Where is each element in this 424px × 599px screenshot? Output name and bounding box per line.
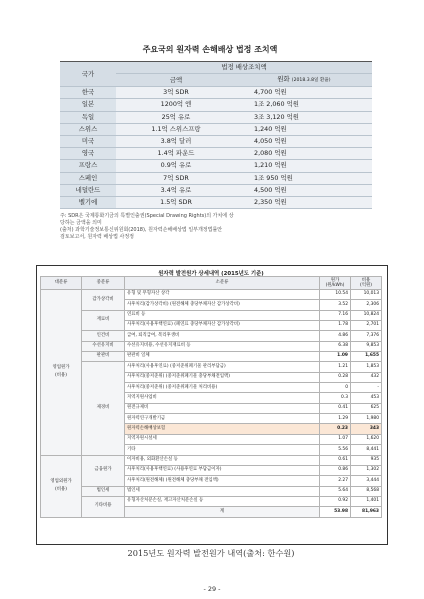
country-cell: 벨기에	[60, 196, 116, 208]
country-cell: 한국	[60, 87, 116, 99]
amount-cell: 8,441	[351, 445, 382, 455]
table-row	[41, 496, 382, 506]
unit-cost-cell: 10.54	[320, 290, 351, 300]
figure-caption: 2015년도 원자력 발전원가 내역(출처: 한수원)	[127, 548, 295, 558]
amount-cell: 9,853	[351, 341, 382, 351]
won-cell: 4,700 억원	[236, 87, 372, 99]
unit-cost-cell: 6.38	[320, 341, 351, 351]
note-line: 검토보고서, 원자력 배상법 사정정	[60, 234, 134, 240]
country-cell: 프랑스	[60, 160, 116, 172]
amount-cell: 432	[351, 372, 382, 382]
table-row	[41, 341, 382, 351]
table1-title: 주요국의 원자력 손해배상 법정 조치액	[142, 45, 278, 54]
amount-cell: 2,306	[351, 300, 382, 310]
won-cell: 1조 950 억원	[236, 172, 372, 184]
table-row	[60, 196, 372, 208]
legal-compensation-table	[60, 61, 372, 209]
middle-category-cell: 법인세	[82, 486, 125, 496]
won-cell: 1,240 억원	[236, 123, 372, 135]
minor-category-cell: 지역자원시설세	[125, 434, 320, 444]
table-row	[41, 455, 382, 465]
header-amount: 금액	[116, 74, 236, 87]
amount-cell: 343	[351, 424, 382, 434]
note-line: 당하는 금액을 의미	[60, 220, 102, 226]
minor-category-cell: 원자력연구개발기금	[125, 414, 320, 424]
unit-cost-cell: 53.98	[320, 507, 351, 517]
minor-category-cell: 이자비용, 외화환산손실 등	[125, 455, 320, 465]
unit-cost-cell: 0.41	[320, 403, 351, 413]
minor-category-cell: 사후처리(감가상각비) (원전해체 충당부채자산 감가상각비)	[125, 300, 320, 310]
minor-category-cell: 사후처리(중저준위) (중저준위폐기물 처리비용)	[125, 383, 320, 393]
unit-cost-cell: 2.27	[320, 476, 351, 486]
country-cell: 독일	[60, 111, 116, 123]
header-amount: 비용 (억원)	[351, 277, 382, 290]
won-cell: 4,050 억원	[236, 135, 372, 147]
unit-cost-cell: 0.28	[320, 372, 351, 382]
unit-cost-cell: 0.92	[320, 496, 351, 506]
minor-category-cell: 원전규제비	[125, 403, 320, 413]
amount-cell: 1200억 엔	[116, 99, 236, 111]
minor-category-cell: 지역지원사업비	[125, 393, 320, 403]
amount-cell: 7,376	[351, 331, 382, 341]
amount-cell: 1.4억 파운드	[116, 148, 236, 160]
won-cell: 1,210 억원	[236, 160, 372, 172]
generation-cost-table	[40, 276, 382, 518]
amount-cell: 1.5억 SDR	[116, 196, 236, 208]
unit-cost-cell: 1.29	[320, 414, 351, 424]
table-row	[41, 362, 382, 372]
minor-category-cell: 사후처리(원전해체) (원전해체 충당부채 전입액)	[125, 476, 320, 486]
table-row	[60, 111, 372, 123]
table-row	[41, 486, 382, 496]
amount-cell: 3억 SDR	[116, 87, 236, 99]
won-cell: 1조 2,060 억원	[236, 99, 372, 111]
amount-cell: 3,444	[351, 476, 382, 486]
major-category-cell: 영업외원가 (비용)	[41, 455, 82, 517]
minor-category-cell: 사후처리(사용후핵연료) (사용후연료 부담금이자)	[125, 465, 320, 475]
minor-category-cell: 사후처리(사용후연료) (중저준위폐기물 관리부담금)	[125, 362, 320, 372]
header-country: 국가	[60, 62, 116, 87]
unit-cost-cell: 0.3	[320, 393, 351, 403]
minor-category-cell: 사후처리(사용후핵연료) (폐연료 충당부채자산 감가상각비)	[125, 321, 320, 331]
amount-cell: 7억 SDR	[116, 172, 236, 184]
table-row	[41, 310, 382, 320]
unit-cost-cell: 3.52	[320, 300, 351, 310]
unit-cost-cell: 7.16	[320, 310, 351, 320]
table-row	[60, 123, 372, 135]
table2-title: 원자력 발전원가 상세내역 (2015년도 기준)	[158, 271, 264, 277]
header-minor: 소분류	[125, 277, 320, 290]
middle-category-cell: 감가상각비	[82, 290, 125, 311]
note-line: (출처) 과학기술정보통신위원회(2018), 원자력손해배상법 일부개정법률안	[60, 227, 223, 233]
table1-notes	[60, 213, 370, 241]
middle-category-cell: 판관비	[82, 352, 125, 362]
minor-category-cell: 사후처리(중저준위) (중저준위폐기물 충당부채전입액)	[125, 372, 320, 382]
amount-cell: 453	[351, 393, 382, 403]
unit-cost-cell: 4.86	[320, 331, 351, 341]
country-cell: 네덜란드	[60, 184, 116, 196]
table-row	[41, 352, 382, 362]
amount-cell: 8,568	[351, 486, 382, 496]
middle-category-cell: 금융원가	[82, 455, 125, 486]
table-row	[60, 87, 372, 99]
amount-cell: 1.1억 스위스프랑	[116, 123, 236, 135]
unit-cost-cell: 0.61	[320, 455, 351, 465]
country-cell: 영국	[60, 148, 116, 160]
country-cell: 스위스	[60, 123, 116, 135]
amount-cell: 10,013	[351, 290, 382, 300]
unit-cost-cell: 5.64	[320, 486, 351, 496]
middle-category-cell: 수선유지비	[82, 341, 125, 351]
amount-cell: 1,980	[351, 414, 382, 424]
middle-category-cell: 기타비용	[82, 496, 125, 517]
won-cell: 2,350 억원	[236, 196, 372, 208]
table-row	[60, 99, 372, 111]
minor-category-cell: 유형 및 무형자산 상각	[125, 290, 320, 300]
minor-category-cell: 판관비 일체	[125, 352, 320, 362]
header-unit-cost: 원가 (원/kWh)	[320, 277, 351, 290]
table-row	[60, 148, 372, 160]
middle-category-cell: 제경비	[82, 362, 125, 455]
header-middle: 중분류	[82, 277, 125, 290]
amount-cell: 3.8억 달러	[116, 135, 236, 147]
amount-cell: 25억 유로	[116, 111, 236, 123]
minor-category-cell: 유형자산처분손실, 재고자산처분손실 등	[125, 496, 320, 506]
unit-cost-cell: 0	[320, 383, 351, 393]
middle-category-cell: 재료비	[82, 310, 125, 331]
country-cell: 스페인	[60, 172, 116, 184]
unit-cost-cell: 1.21	[320, 362, 351, 372]
unit-cost-cell: 1.09	[320, 352, 351, 362]
amount-cell: 1,302	[351, 465, 382, 475]
country-cell: 일본	[60, 99, 116, 111]
table-row	[60, 172, 372, 184]
table-row	[60, 160, 372, 172]
header-group: 법정 배상조치액	[116, 62, 372, 74]
unit-cost-cell: 5.56	[320, 445, 351, 455]
note-line: 주: SDR은 국제통화기금의 특별인출권(Special Drawing Rights)의 가치에 상	[60, 213, 234, 219]
amount-cell: 10,824	[351, 310, 382, 320]
minor-category-cell: 연료비 등	[125, 310, 320, 320]
major-category-cell: 영업원가 (비용)	[41, 290, 82, 456]
minor-category-cell: 급여, 퇴직급여, 복리후생비	[125, 331, 320, 341]
table-row	[41, 290, 382, 300]
amount-cell: 1,401	[351, 496, 382, 506]
table-row	[60, 135, 372, 147]
amount-cell: 935	[351, 455, 382, 465]
unit-cost-cell: 0.86	[320, 465, 351, 475]
minor-category-cell: 원자력손해배상보험	[125, 424, 320, 434]
table-row	[41, 331, 382, 341]
amount-cell: 1,853	[351, 362, 382, 372]
header-won: 원화 (2018.3.8일 환율)	[236, 74, 372, 87]
middle-category-cell: 인건비	[82, 331, 125, 341]
won-cell: 2,080 억원	[236, 148, 372, 160]
country-cell: 미국	[60, 135, 116, 147]
unit-cost-cell: 1.78	[320, 321, 351, 331]
amount-cell: 0.9억 유로	[116, 160, 236, 172]
amount-cell: -	[351, 383, 382, 393]
unit-cost-cell: 0.23	[320, 424, 351, 434]
page-number: - 29 -	[203, 585, 221, 593]
amount-cell: 1,655	[351, 352, 382, 362]
total-label-cell: 계	[125, 507, 320, 517]
won-cell: 3조 3,120 억원	[236, 111, 372, 123]
won-cell: 4,500 억원	[236, 184, 372, 196]
table-row	[60, 184, 372, 196]
unit-cost-cell: 1.07	[320, 434, 351, 444]
minor-category-cell: 법인세	[125, 486, 320, 496]
amount-cell: 3.4억 유로	[116, 184, 236, 196]
amount-cell: 1,620	[351, 434, 382, 444]
amount-cell: 2,701	[351, 321, 382, 331]
header-major: 대분류	[41, 277, 82, 290]
minor-category-cell: 기타	[125, 445, 320, 455]
minor-category-cell: 수선유지비용, 수선유지재료비 등	[125, 341, 320, 351]
amount-cell: 625	[351, 403, 382, 413]
amount-cell: 81,963	[351, 507, 382, 517]
